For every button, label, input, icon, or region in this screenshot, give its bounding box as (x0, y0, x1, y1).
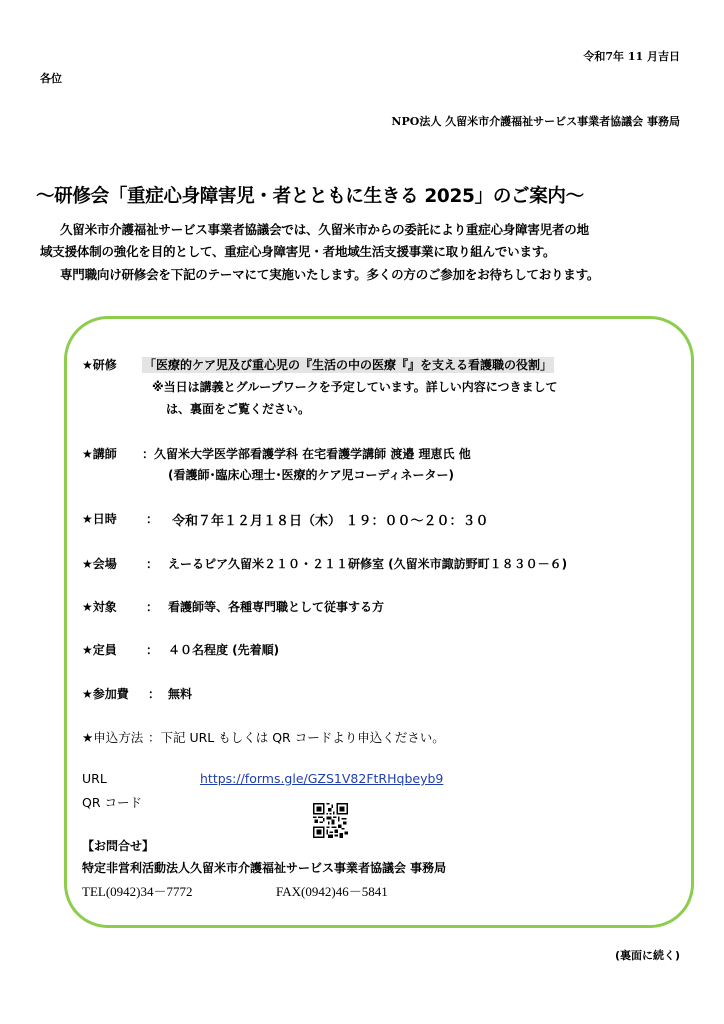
venue-sep: ： (146, 557, 159, 571)
venue-value: えーるピア久留米２１０・２１１研修室 (久留米市諏訪野町１８３０－６) (168, 557, 568, 571)
intro-line-2: 域支援体制の強化を目的として、重症心身障害児・者地域生活支援事業に取り組んでいます。 (40, 244, 556, 259)
form-url-link[interactable]: https://forms.gle/GZS1V82FtRHqbeyb9 (200, 771, 444, 786)
document-title: ～研修会「重症心身障害児・者とともに生きる 2025」のご案内～ (36, 186, 584, 207)
capacity-label: ★定員 (82, 643, 117, 657)
capacity-value: ４０名程度 (先着順) (168, 643, 280, 657)
issue-date: 令和7年 11 月吉日 (583, 50, 680, 63)
training-label: ★研修 (82, 358, 117, 372)
fee-value: 無料 (168, 687, 193, 701)
contact-fax: FAX(0942)46－5841 (276, 884, 388, 899)
details-box (64, 316, 694, 928)
lecturer-sub: (看護師･臨床心理士･医療的ケア児コーディネーター) (168, 468, 455, 482)
contact-org: 特定非営利活動法人久留米市介護福祉サービス事業者協議会 事務局 (82, 861, 447, 875)
sender: NPO法人 久留米市介護福祉サービス事業者協議会 事務局 (391, 115, 680, 128)
lecturer-label: ★講師 (82, 447, 117, 461)
url-label: URL (82, 771, 107, 786)
qr-code[interactable] (313, 803, 348, 838)
target-label: ★対象 (82, 600, 117, 614)
fee-sep: ： (148, 687, 161, 701)
training-note-1: ※当日は講義とグループワークを予定しています。詳しい内容につきまして (152, 380, 558, 394)
apply-label: ★申込方法 (82, 730, 144, 745)
intro-line-3: 専門職向け研修会を下記のテーマにて実施いたします。多くの方のご参加をお待ちしております。 (60, 267, 600, 282)
training-title-wrap (142, 356, 554, 373)
target-value: 看護師等、各種専門職として従事する方 (168, 600, 385, 614)
intro-line-1: 久留米市介護福祉サービス事業者協議会では、久留米市からの委託により重症心身障害児者の地 (60, 222, 589, 237)
continued-note: (裏面に続く) (614, 949, 680, 962)
lecturer-value: ：久留米大学医学部看護学科 在宅看護学講師 渡邉 理恵氏 他 (142, 447, 471, 461)
fee-label: ★参加費 (82, 687, 129, 701)
contact-heading: 【お問合せ】 (82, 839, 155, 853)
training-title: 「医療的ケア児及び重心児の『生活の中の医療『』を支える看護職の役割」 (144, 358, 553, 372)
addressee: 各位 (40, 72, 62, 85)
training-note-2: は、裏面をご覧ください。 (166, 402, 311, 416)
datetime-sep: ： (146, 512, 159, 526)
datetime-label: ★日時 (82, 512, 117, 526)
target-sep: ： (146, 600, 159, 614)
qr-label: QR コード (82, 795, 142, 810)
capacity-sep: ： (146, 643, 159, 657)
apply-value: ：下記 URL もしくは QR コードより申込ください。 (148, 730, 445, 745)
datetime-value: 令和７年１２月１８日（木） １９：００～２０：３０ (172, 514, 489, 529)
venue-label: ★会場 (82, 557, 117, 571)
contact-tel: TEL(0942)34－7772 (82, 884, 193, 899)
